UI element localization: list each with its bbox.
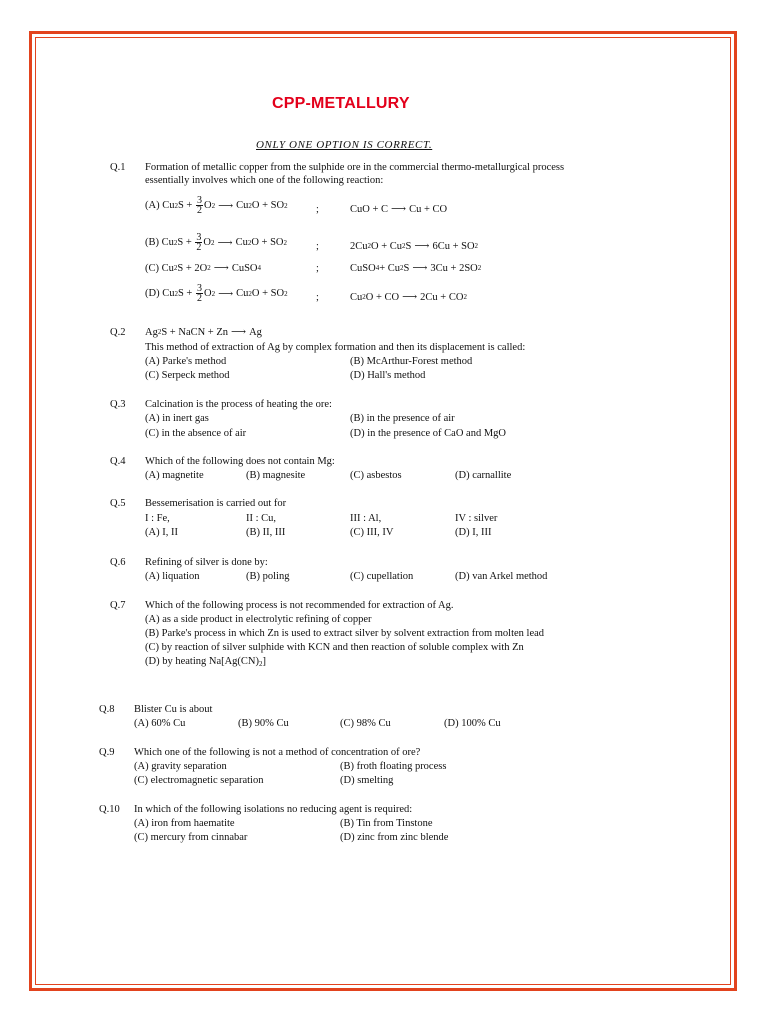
question-number: Q.3 xyxy=(110,399,126,410)
option-c: (C) in the absence of air xyxy=(145,428,247,439)
option-d: (D) Hall's method xyxy=(350,370,426,381)
question-number: Q.7 xyxy=(110,600,126,611)
option-b: (B) magnesite xyxy=(246,470,306,481)
option-a: (A) 60% Cu xyxy=(134,718,186,729)
option-c: (C) III, IV xyxy=(350,527,394,538)
option-a-reaction-1: (A) Cu 2 S + $\frac{3}{2}$ O 2 ⟶ Cu 2 O + SO 2 xyxy=(145,195,288,216)
question-number: Q.10 xyxy=(99,804,120,815)
question-text: Refining of silver is done by: xyxy=(145,557,268,568)
question-number: Q.4 xyxy=(110,456,126,467)
question-text: In which of the following isolations no reducing agent is required: xyxy=(134,804,413,815)
section-heading: ONLY ONE OPTION IS CORRECT. xyxy=(256,139,433,151)
question-number: Q.5 xyxy=(110,498,126,509)
question-number: Q.8 xyxy=(99,704,115,715)
option-c-reaction-2: CuSO 4 + Cu 2 S ⟶ 3Cu + 2SO 2 xyxy=(350,262,482,274)
list-item: I : Fe, xyxy=(145,513,170,524)
option-a: (A) as a side product in electrolytic refining of copper xyxy=(145,614,372,625)
option-c: (C) mercury from cinnabar xyxy=(134,832,248,843)
option-d: (D) smelting xyxy=(340,775,394,786)
option-d: (D) van Arkel method xyxy=(455,571,548,582)
option-b: (B) Parke's process in which Zn is used to extract silver by solvent extraction from molten lead xyxy=(145,628,545,639)
question-text: Blister Cu is about xyxy=(134,704,213,715)
question-text: Formation of metallic copper from the sulphide ore in the commercial thermo-metallurgical process xyxy=(145,162,565,173)
option-b: (B) II, III xyxy=(246,527,286,538)
question-text: Which of the following process is not recommended for extraction of Ag. xyxy=(145,600,454,611)
option-a: (A) gravity separation xyxy=(134,761,227,772)
separator: ; xyxy=(316,241,319,252)
option-b-reaction-2: 2Cu 2 O + Cu 2 S ⟶ 6Cu + SO 2 xyxy=(350,240,479,252)
question-text: essentially involves which one of the following reaction: xyxy=(145,175,384,186)
option-c: (C) Serpeck method xyxy=(145,370,230,381)
option-a: (A) magnetite xyxy=(145,470,204,481)
option-d: (D) zinc from zinc blende xyxy=(340,832,449,843)
option-a: (A) iron from haematite xyxy=(134,818,235,829)
option-a: (A) liquation xyxy=(145,571,200,582)
question-number: Q.2 xyxy=(110,327,126,338)
option-b: (B) in the presence of air xyxy=(350,413,455,424)
list-item: II : Cu, xyxy=(246,513,277,524)
option-a-reaction-2: CuO + C ⟶ Cu + CO xyxy=(350,203,448,215)
option-d: (D) in the presence of CaO and MgO xyxy=(350,428,506,439)
separator: ; xyxy=(316,204,319,215)
question-text: This method of extraction of Ag by complex formation and then its displacement is called: xyxy=(145,342,526,353)
option-b: (B) poling xyxy=(246,571,290,582)
question-text: Bessemerisation is carried out for xyxy=(145,498,287,509)
question-number: Q.1 xyxy=(110,162,126,173)
option-d: (D) carnallite xyxy=(455,470,512,481)
option-c: (C) asbestos xyxy=(350,470,402,481)
option-c-reaction-1: (C) Cu 2 S + 2O 2 ⟶ CuSO 4 xyxy=(145,262,261,274)
option-a: (A) I, II xyxy=(145,527,178,538)
option-a: (A) in inert gas xyxy=(145,413,209,424)
option-a: (A) Parke's method xyxy=(145,356,227,367)
separator: ; xyxy=(316,263,319,274)
option-b: (B) McArthur-Forest method xyxy=(350,356,473,367)
separator: ; xyxy=(316,292,319,303)
option-b-reaction-1: (B) Cu 2 S + $\frac{3}{2}$ O 2 ⟶ Cu 2 O + SO 2 xyxy=(145,232,288,253)
option-b: (B) Tin from Tinstone xyxy=(340,818,433,829)
question-text: Which one of the following is not a method of concentration of ore? xyxy=(134,747,421,758)
list-item: III : Al, xyxy=(350,513,382,524)
question-text: Calcination is the process of heating the ore: xyxy=(145,399,332,410)
option-c: (C) electromagnetic separation xyxy=(134,775,264,786)
question-text: Which of the following does not contain Mg: xyxy=(145,456,335,467)
page-title: CPP-METALLURY xyxy=(272,95,410,112)
option-d: (D) by heating $Na[Ag(CN)_2]$ xyxy=(145,656,267,668)
question-number: Q.6 xyxy=(110,557,126,568)
reaction: Ag 2 S + NaCN + Zn ⟶ Ag xyxy=(145,326,262,338)
option-d: (D) I, III xyxy=(455,527,492,538)
option-c: (C) 98% Cu xyxy=(340,718,391,729)
option-c: (C) cupellation xyxy=(350,571,414,582)
option-b: (B) froth floating process xyxy=(340,761,447,772)
option-b: (B) 90% Cu xyxy=(238,718,289,729)
option-d: (D) 100% Cu xyxy=(444,718,501,729)
list-item: IV : silver xyxy=(455,513,498,524)
option-d-reaction-2: Cu 2 O + CO ⟶ 2Cu + CO 2 xyxy=(350,291,467,303)
question-number: Q.9 xyxy=(99,747,115,758)
option-c: (C) by reaction of silver sulphide with KCN and then reaction of soluble complex with Zn xyxy=(145,642,524,653)
option-d-reaction-1: (D) Cu 2 S + $\frac{3}{2}$ O 2 ⟶ Cu 2 O + SO 2 xyxy=(145,283,288,304)
